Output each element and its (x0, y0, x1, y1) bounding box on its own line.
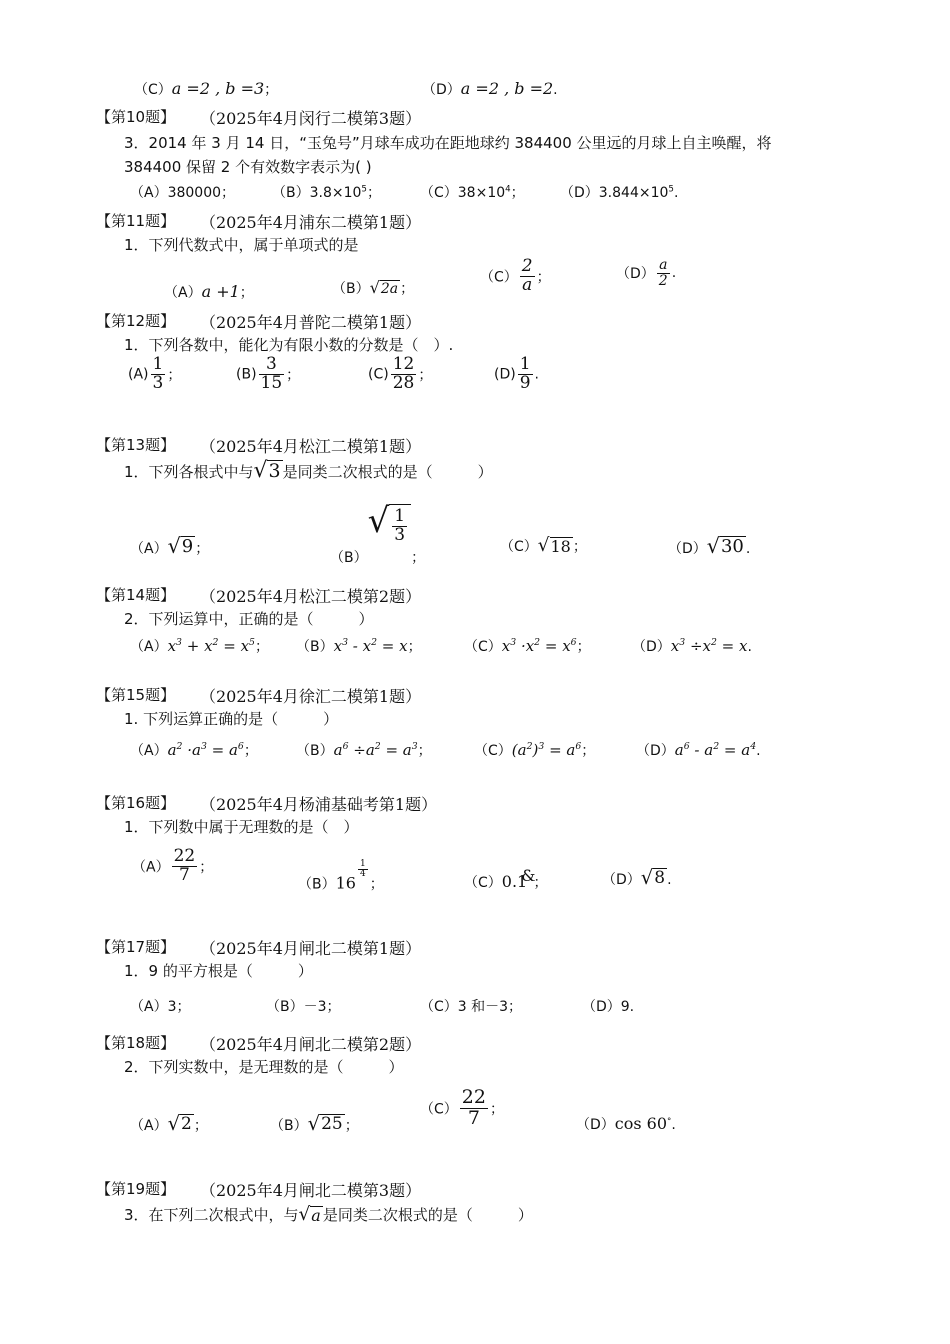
option-a: （A）3； (130, 999, 191, 1015)
question-header-18: 【第18题】 （2025年4月闸北二模第2题） (96, 1034, 422, 1054)
question-11-stem: 1．下列代数式中，属于单项式的是 (124, 236, 359, 254)
question-13-options (124, 501, 864, 566)
question-header-13: 【第13题】 （2025年4月松江二模第1题） (96, 436, 422, 456)
fraction: $\frac{3}{15}$ (260, 354, 283, 393)
option-b: （B）16 $\frac{1}{4}$ ； (298, 859, 384, 893)
question-18-options (124, 1088, 864, 1146)
sqrt-symbol: √ 8 (640, 866, 666, 889)
fraction: $\frac{2}{a}$ (521, 256, 533, 295)
fraction: $\frac{22}{7}$ (173, 846, 196, 885)
option-d: (D) $\frac{1}{9}$ . (494, 354, 539, 393)
question-header-14: 【第14题】 （2025年4月松江二模第2题） (96, 586, 422, 606)
option-d: （D） $\frac{a}{2}$ . (616, 257, 677, 289)
option-d: $(D)x^3 \div x^2 = x$. (632, 637, 752, 655)
sqrt-symbol: √ 2 (167, 1112, 192, 1135)
option-c: （C） $\frac{2}{a}$ ； (480, 256, 551, 295)
option-d: （D） √ 30 . (668, 534, 751, 558)
question-header-16: 【第16题】 （2025年4月杨浦基础考第1题） (96, 794, 438, 814)
option-a: （A） √ 2 ； (130, 1112, 208, 1135)
sqrt-symbol: √ 30 (706, 534, 744, 558)
option-a: （A） $\frac{22}{7}$ ； (132, 846, 214, 885)
sqrt-symbol: √ 18 (537, 535, 571, 556)
option-b: （B）－3； (266, 999, 341, 1015)
option-b: (B) $\frac{3}{15}$ ； (236, 354, 301, 393)
fraction: $\frac{12}{28}$ (392, 354, 415, 393)
fraction: $\frac{1}{9}$ (519, 354, 531, 393)
question-header-12: 【第12题】 （2025年4月普陀二模第1题） (96, 312, 422, 332)
sqrt-symbol: √ 25 (307, 1112, 343, 1135)
question-10-stem-2: 384400 保留 2 个有效数字表示为( ) (124, 158, 372, 176)
option-a: $(A)x^3 + x^2 = x^5$； (130, 637, 269, 655)
fraction: $\frac{1}{3}$ (394, 506, 406, 545)
option-c: $(C)x^3 \cdot x^2 = x^6$； (464, 637, 591, 655)
question-16-stem: 1．下列数中属于无理数的是（ ） (124, 818, 359, 836)
option-c: (C) $\frac{12}{28}$ ； (368, 354, 433, 393)
fraction: $\frac{22}{7}$ (461, 1086, 486, 1129)
question-15-stem: 1. 下列运算正确的是（ ） (124, 710, 339, 728)
option-b: （B） √ 25 ； (270, 1112, 359, 1135)
question-11-options (124, 258, 864, 306)
sqrt-symbol: √ 9 (167, 534, 194, 558)
question-header-15: 【第15题】 （2025年4月徐汇二模第1题） (96, 686, 422, 706)
fraction: $\frac{a}{2}$ (658, 257, 668, 289)
option-b: $(B)a^6 \div a^2 = a^3$； (296, 741, 432, 759)
option-d: （D）9. (582, 999, 635, 1015)
question-header-17: 【第17题】 （2025年4月闸北二模第1题） (96, 938, 422, 958)
option-a: （A） √ 9 ； (130, 534, 210, 558)
option-b: $(B)x^3 - x^2 = x$； (296, 637, 422, 655)
option-c: （C） √ 18 ； (500, 535, 587, 556)
option-b: $(B)3.8\times 10^5$； (272, 184, 381, 201)
sqrt-symbol: √ 3 (253, 458, 281, 483)
option-b: （B） √ $\frac{1}{3}$ ； (330, 501, 426, 566)
fraction: $\frac{1}{3}$ (152, 354, 164, 393)
exponent-fraction: $\frac{1}{4}$ (359, 859, 366, 880)
option-c: （C）0.1&； (464, 866, 548, 891)
question-header-10: 【第10题】 （2025年4月闵行二模第3题） (96, 108, 422, 128)
question-13-stem: 1．下列各根式中与 √ 3 是同类二次根式的是（ ） (124, 458, 493, 483)
option-d: $(D)a^6 - a^2 = a^4$. (636, 741, 761, 759)
question-14-options (124, 634, 864, 660)
option-c: $(C)(a^2)^3 = a^6$； (474, 741, 596, 759)
option-a: （A）380000； (130, 185, 236, 201)
option-d: （D） √ 8 . (602, 866, 672, 889)
option-d: （D）a =2 , b =2. (422, 79, 558, 98)
option-a: $(A)a^2 \cdot a^3 = a^6$； (130, 741, 258, 759)
question-header-11: 【第11题】 （2025年4月浦东二模第1题） (96, 212, 422, 232)
question-12-stem: 1．下列各数中，能化为有限小数的分数是（ ）. (124, 336, 454, 354)
sqrt-symbol: √ $\frac{1}{3}$ (368, 504, 412, 545)
sqrt-symbol: √ 2a (369, 278, 399, 297)
question-12-options (124, 356, 864, 408)
option-d: $(D)3.844\times 10^5$. (560, 184, 679, 201)
question-10-stem: 3．2014 年 3 月 14 日，“玉兔号”月球车成功在距地球约 384400 公里远的月球上自主唤醒，将 (124, 134, 772, 152)
option-b: （B） √ 2a ； (332, 278, 415, 297)
sqrt-symbol: √ a (298, 1204, 321, 1225)
option-c: （C） $\frac{22}{7}$ ； (420, 1086, 504, 1129)
question-19-stem: 3．在下列二次根式中，与 √ a 是同类二次根式的是（ ） (124, 1204, 533, 1225)
question-17-stem: 1．9 的平方根是（ ） (124, 962, 313, 980)
option-c: （C）a =2 , b =3； (134, 79, 279, 98)
repeating-dot-mark: & (521, 866, 536, 885)
option-d: （D）cos 60°. (576, 1114, 676, 1133)
option-a: （A）a +1； (164, 282, 254, 301)
question-header-19: 【第19题】 （2025年4月闸北二模第3题） (96, 1180, 422, 1200)
option-c: （C）3 和－3； (420, 999, 523, 1015)
question-17-options (124, 996, 864, 1018)
question-10-options (124, 182, 864, 204)
question-18-stem: 2．下列实数中，是无理数的是（ ） (124, 1058, 404, 1076)
degree-symbol: ° (667, 1116, 672, 1127)
question-14-stem: 2．下列运算中，正确的是（ ） (124, 610, 374, 628)
option-c: $(C)38\times 10^4$； (420, 184, 525, 201)
question-15-options (124, 738, 864, 764)
question-16-options (124, 848, 864, 904)
option-a: (A) $\frac{1}{3}$ ； (128, 354, 182, 393)
